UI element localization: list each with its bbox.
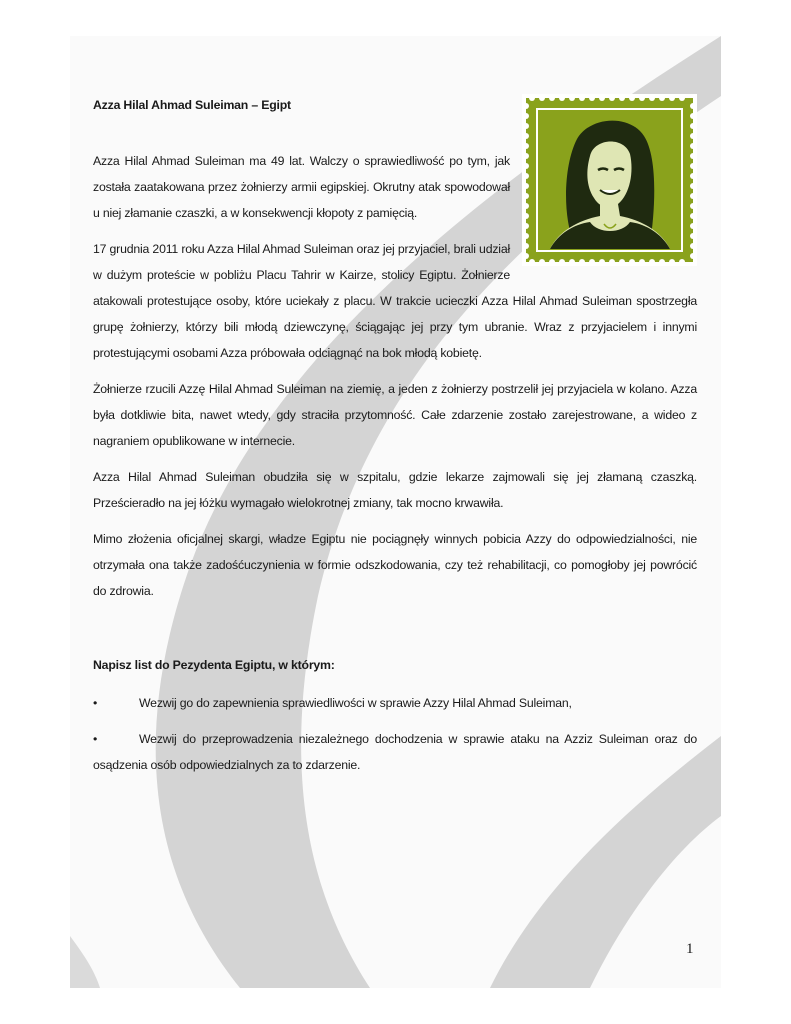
paragraph-4: Azza Hilal Ahmad Suleiman obudziła się w szpitalu, gdzie lekarze zajmowali się jej złamaną czaszką. Prześcieradło na jej łóżku wymagało wielokrotnej zmiany, tak mocno krwawiła. bbox=[93, 470, 697, 510]
paragraph-3: Żołnierze rzucili Azzę Hilal Ahmad Suleiman na ziemię, a jeden z żołnierzy postrzelił jej przyjaciela w kolano. Azza była dotkliwie bita, nawet wtedy, gdy straciła przytomność. Całe zdarzenie zostało zarejestrowane, a wideo z nagraniem opublikowane w internecie. bbox=[93, 382, 697, 448]
bullet-icon: • bbox=[93, 696, 98, 710]
bullet-icon: • bbox=[93, 732, 98, 746]
bullet-item bbox=[93, 690, 697, 716]
bullet-text: Wezwij do przeprowadzenia niezależnego dochodzenia w sprawie ataku na Azziz Suleiman oraz do osądzenia osób odpowiedzialnych za to zdarzenie. bbox=[93, 732, 697, 772]
paragraph-2 bbox=[93, 236, 697, 366]
document-title: Azza Hilal Ahmad Suleiman – Egipt bbox=[93, 98, 291, 112]
document-body bbox=[93, 92, 697, 788]
bullet-text: Wezwij go do zapewnienia sprawiedliwości w sprawie Azzy Hilal Ahmad Suleiman, bbox=[139, 696, 572, 710]
paragraph-2-line-2: w dużym proteście w pobliżu Placu Tahrir w Kairze, stolicy Egiptu. Żołnierze bbox=[93, 268, 510, 282]
bullet-item bbox=[93, 726, 697, 778]
page-number: 1 bbox=[686, 941, 694, 957]
paragraph-2-line-1: 17 grudnia 2011 roku Azza Hilal Ahmad Suleiman oraz jej przyjaciel, brali udział bbox=[93, 242, 510, 256]
paragraph-2-rest: atakowali protestujące osoby, które uciekały z placu. W trakcie ucieczki Azza Hilal Ahmad Suleiman spostrzegła grupę żołnierzy, którzy bili młodą dziewczynę, ściągając jej przy tym ubranie. Wraz z przyjacielem i innymi protestującymi osobami Azza próbowała odciągnąć na bok młodą kobietę. bbox=[93, 294, 697, 360]
task-heading: Napisz list do Pezydenta Egiptu, w którym: bbox=[93, 658, 335, 672]
paragraph-1: Azza Hilal Ahmad Suleiman ma 49 lat. Walczy o sprawiedliwość po tym, jak została zaatakowana przez żołnierzy armii egipskiej. Okrutny atak spowodował u niej złamanie czaszki, a w konsekwencji kłopoty z pamięcią. bbox=[93, 154, 510, 220]
paragraph-5: Mimo złożenia oficjalnej skargi, władze Egiptu nie pociągnęły winnych pobicia Azzy do odpowiedzialności, nie otrzymała ona także zadośćuczynienia w formie odszkodowania, czy też rehabilitacji, co pomogłoby jej powrócić do zdrowia. bbox=[93, 532, 697, 598]
